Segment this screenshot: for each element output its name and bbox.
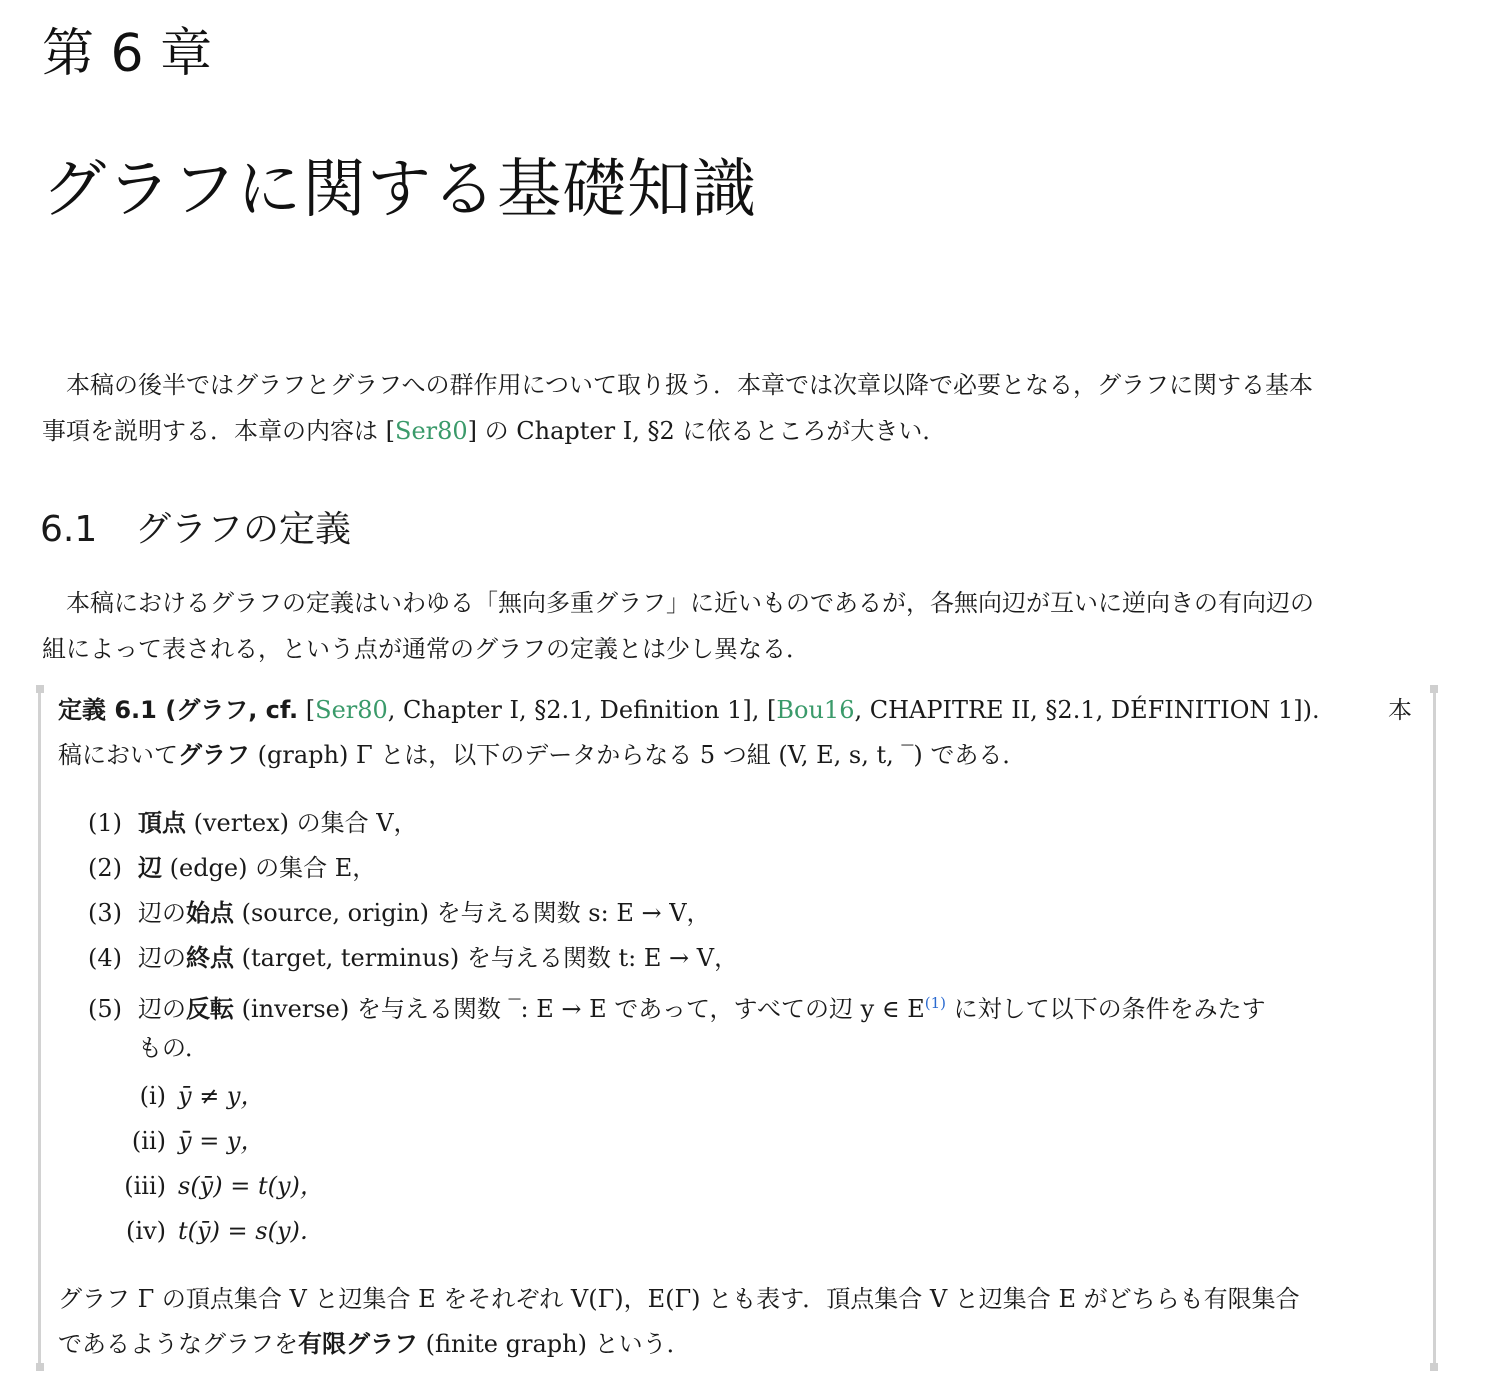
intro-line-1 xyxy=(42,362,1432,408)
term-graph: グラフ xyxy=(178,741,250,769)
cite-bracket-2: [ xyxy=(759,696,777,724)
cite-bracket-1: [ xyxy=(298,696,316,724)
term-inverse: 反転 xyxy=(186,995,234,1023)
section-title: グラフの定義 xyxy=(135,509,352,550)
closing-line-1: グラフ Γ の頂点集合 V と辺集合 E をそれぞれ V(Γ)，E(Γ) とも表す．頂点集合 V と辺集合 E がどちらも有限集合 xyxy=(58,1285,1300,1313)
box-corner-br xyxy=(1430,1363,1438,1371)
item-text: (inverse) を与える関数 ‾: E → E であって，すべての辺 y ∈ E xyxy=(234,995,925,1023)
definition-line-2 xyxy=(58,733,1418,778)
item-pre: 辺の xyxy=(138,899,186,927)
definition-heading xyxy=(58,688,1418,778)
term-vertex: 頂点 xyxy=(138,809,186,837)
section-para-line-1 xyxy=(42,580,1432,626)
cite2-rest: , CHAPITRE II, §2.1, DÉFINITION 1]). xyxy=(854,696,1320,724)
condition-formula: s(ȳ) = t(y)， xyxy=(178,1172,324,1200)
item-text: (target, terminus) を与える関数 t: E → V， xyxy=(234,944,739,972)
term-finite-graph: 有限グラフ xyxy=(298,1330,418,1358)
item-label: (3) xyxy=(88,899,122,927)
definition-line2-b: (graph) Γ とは，以下のデータからなる 5 つ組 (V, E, s, t, ‾) である． xyxy=(250,741,1027,769)
closing-line-2 xyxy=(58,1322,1418,1367)
item-text: (source, origin) を与える関数 s: E → V， xyxy=(234,899,711,927)
condition-iv xyxy=(108,1209,324,1254)
definition-item-5-continuation: もの． xyxy=(138,1034,210,1062)
box-corner-bl xyxy=(36,1363,44,1371)
item-pre: 辺の xyxy=(138,944,186,972)
section-para-line-2: 組によって表される，という点が通常のグラフの定義とは少し異なる． xyxy=(42,635,810,663)
section-number: 6.1 xyxy=(40,509,98,550)
section-para-text-1: 本稿におけるグラフの定義はいわゆる「無向多重グラフ」に近いものであるが，各無向辺が互いに逆向きの有向辺の xyxy=(66,589,1314,617)
condition-formula: ȳ ≠ y， xyxy=(178,1082,265,1110)
condition-formula: t(ȳ) = s(y)． xyxy=(178,1217,324,1245)
section-heading xyxy=(40,505,351,555)
definition-closing xyxy=(58,1277,1418,1367)
cite1-rest: , Chapter I, §2.1, Definition 1], xyxy=(387,696,760,724)
item-label: (2) xyxy=(88,854,122,882)
term-target: 終点 xyxy=(186,944,234,972)
definition-line2-a: 稿において xyxy=(58,741,178,769)
term-edge: 辺 xyxy=(138,854,162,882)
item-label: (5) xyxy=(88,995,122,1023)
condition-iii xyxy=(108,1164,324,1209)
item-pre: 辺の xyxy=(138,995,186,1023)
box-corner-tl xyxy=(36,685,44,693)
condition-i xyxy=(108,1074,264,1119)
condition-formula: ȳ̄ = y， xyxy=(178,1127,265,1155)
footnote-link[interactable]: (1) xyxy=(924,994,947,1012)
citation-link-bou16[interactable]: Bou16 xyxy=(776,696,855,724)
citation-link-ser80-def[interactable]: Ser80 xyxy=(315,696,388,724)
intro-line-2 xyxy=(42,408,1432,454)
definition-label: 定義 6.1 (グラフ, cf. xyxy=(58,696,299,724)
intro-paragraph xyxy=(42,362,1432,454)
definition-item-1 xyxy=(88,801,418,846)
closing-text-b: (finite graph) という． xyxy=(418,1330,691,1358)
term-source: 始点 xyxy=(186,899,234,927)
closing-text-a: であるようなグラフを xyxy=(58,1330,298,1358)
item-text: (vertex) の集合 V， xyxy=(186,809,418,837)
item-label: (1) xyxy=(88,809,122,837)
definition-item-4 xyxy=(88,936,738,981)
section-paragraph xyxy=(42,580,1432,672)
definition-item-2 xyxy=(88,846,376,891)
chapter-title: グラフに関する基礎知識 xyxy=(42,153,757,227)
citation-link-ser80[interactable]: Ser80 xyxy=(395,417,468,445)
condition-label: (iv) xyxy=(126,1217,166,1245)
item-tail: に対して以下の条件をみたす xyxy=(946,995,1266,1023)
definition-item-5 xyxy=(88,981,1266,1032)
item-label: (4) xyxy=(88,944,122,972)
item-text: (edge) の集合 E， xyxy=(162,854,377,882)
condition-label: (iii) xyxy=(124,1172,166,1200)
definition-item-3 xyxy=(88,891,711,936)
condition-label: (ii) xyxy=(131,1127,166,1155)
intro-text-2b: ] の Chapter I, §2 に依るところが大きい． xyxy=(467,417,947,445)
condition-label: (i) xyxy=(139,1082,166,1110)
definition-line-1 xyxy=(58,688,1418,733)
intro-text-2a: 事項を説明する．本章の内容は [ xyxy=(42,417,395,445)
chapter-label: 第 6 章 xyxy=(42,24,213,84)
box-corner-tr xyxy=(1430,685,1438,693)
condition-ii xyxy=(108,1119,264,1164)
intro-text-1: 本稿の後半ではグラフとグラフへの群作用について取り扱う．本章では次章以降で必要となる，グラフに関する基本 xyxy=(66,371,1314,399)
definition-head-tail: 本 xyxy=(1388,696,1412,724)
